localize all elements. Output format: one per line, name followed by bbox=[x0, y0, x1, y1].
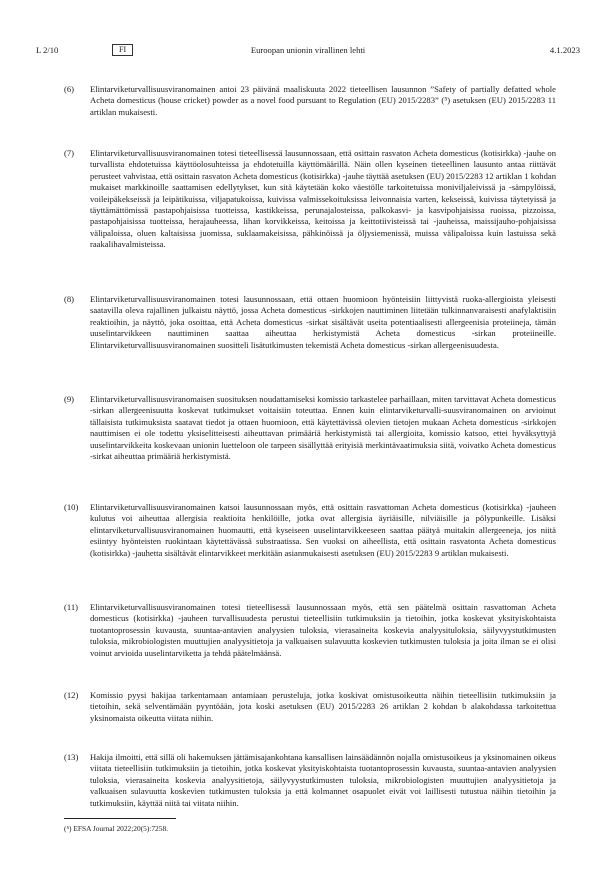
recital-text: Elintarviketurvallisuusviranomainen totesi lausunnossaan, että ottaen huomioon hyönteisiin liittyvistä ruoka-allergioista yleisesti saatavilla oleva rajallinen julkaistu näyttö, jossa Acheta domesticus -sirkkojen nauttiminen liitetään tulkinnanvaraisesti anafylaktisiin reaktioihin, ja näyttö, joka osoittaa, että Acheta domesticus -sirkat sisältävät useita potentiaalisesti allergeenisia proteiineja, tämän uuselintarvikkeen nauttiminen saattaa aiheuttaa herkistymistä Acheta domesticus -sirkan proteiineille. Elintarviketurvallisuusviranomainen suositteli lisätutkimusten tekemistä Acheta domesticus -sirkan allergeenisuudesta. bbox=[90, 294, 556, 350]
page-reference: L 2/10 bbox=[36, 45, 59, 55]
language-code-badge: FI bbox=[112, 44, 133, 56]
recital-number: (11) bbox=[64, 602, 78, 612]
recital-number: (8) bbox=[64, 294, 75, 304]
recital-text: Hakija ilmoitti, että sillä oli hakemuksen jättämisajankohtana kansallisen lainsäädännön nojalla omistusoikeus ja yksinomainen oikeus viitata tieteellisiin tutkimuksiin ja tietoihin, jotka koskevat yksityiskohtaista tuotantoprosessin kuvausta, suuntaa-antavien analyysien tuloksia, vierasaineita koskevia analyysitietoja, säilyvyystutkimusten tuloksia, mikrobiologisten muuttujien analyysitietoja ja valkuaisen sulavuutta koskevien tutkimusten tuloksia ja että kolmannet osapuolet eivät voi laillisesti tutustua näihin tietoihin ja tutkimuksiin, käyttää niitä tai viitata niihin. bbox=[90, 752, 556, 808]
footnote-divider bbox=[64, 818, 176, 819]
journal-title: Euroopan unionin virallinen lehti bbox=[250, 45, 366, 55]
recital-text: Elintarviketurvallisuusviranomainen totesi tieteellisessä lausunnossaan, että osittain rasvaton Acheta domesticus (kotisirkka) -jauhe on turvallista ehdotetuissa käyttöolosuhteissa ja ehdotetuilla käyttömäärillä. Näin ollen kyseinen tieteellinen lausunto antaa riittävät perusteet vahvistaa, että osittain rasvaton Acheta domesticus (kotisirkka) -jauhe täyttää asetuksen (EU) 2015/2283 12 artiklan 1 kohdan mukaiset markkinoille saattamisen edellytykset, kun sitä käytetään koko väestölle tarkoitetuissa moniviljaleivissä ja -sämpylöissä, voileipäkekseissä ja leipätikuissa, viljapatukoissa, kuivissa valmissekoituksissa leivonnaisia varten, kekseissä, kuivissa täytetyissä ja täyttämättömissä pastapohjaisissa tuotteissa, kastikkeissa, perunajalosteissa, palkokasvi- ja kasvipohjaisissa ruoissa, pizzoissa, pastapohjaisissa tuotteissa, herajauheessa, lihan korvikkeissa, keitoissa ja keittotiivisteissä tai -jauheissa, maissijauho-pohjaisissa välipaloissa, oluen kaltaisissa juomissa, suklaamakeisissa, pähkinöissä ja öljysiemenissä, muissa välipaloissa kuin lastuissa sekä raakalihavalmisteissa. bbox=[90, 148, 556, 250]
publication-date: 4.1.2023 bbox=[549, 45, 580, 55]
footnote: (⁵) EFSA Journal 2022;20(5):7258. bbox=[64, 824, 168, 833]
recital-11 bbox=[36, 602, 580, 659]
page-header bbox=[36, 44, 580, 58]
recital-number: (12) bbox=[64, 690, 79, 700]
recital-text: Elintarviketurvallisuusviranomainen antoi 23 päivänä maaliskuuta 2022 tieteellisen lausunnon ”Safety of partially defatted whole Acheta domesticus (house cricket) powder as a novel food pursuant to Regulation (EU) 2015/2283” (⁵) asetuksen (EU) 2015/2283 11 artiklan mukaisesti. bbox=[90, 84, 556, 117]
recital-10 bbox=[36, 502, 580, 559]
recital-8 bbox=[36, 294, 580, 351]
recital-number: (9) bbox=[64, 394, 75, 404]
recital-number: (13) bbox=[64, 752, 79, 762]
recital-text: Elintarviketurvallisuusviranomainen totesi tieteellisessä lausunnossaan myös, että sen päätelmä osittain rasvattoman Acheta domesticus (kotisirkka) -jauheen turvallisuudesta perustui tieteellisiin tutkimuksiin ja tietoihin, jotka koskevat yksityiskohtaista tuotantoprosessin kuvausta, suuntaa-antavien analyysien tuloksia, vierasaineita koskevia analyysituloksia, säilyvyystutkimusten tuloksia, mikrobiologisten muuttujien analyysitietoja ja valkuaisen sulavuutta koskevien tutkimusten tuloksia ja joita ilman se ei olisi voinut arvioida uuselintarviketta ja tehdä päätelmäänsä. bbox=[90, 602, 556, 658]
recital-13 bbox=[36, 752, 580, 809]
recital-6 bbox=[36, 84, 580, 118]
recital-text: Elintarviketurvallisuusviranomaisen suosituksen noudattamiseksi komissio tarkastelee parhaillaan, miten tarvittavat Acheta domesticus -sirkan allergeenisuutta koskevat tutkimukset voitaisiin toteuttaa. Ennen kuin elintarviketurvalli-suusviranomainen on arvioinut tällaisista tutkimuksista saatavat tiedot ja ottaen huomioon, että käytettävissä olevien tietojen mukaan Acheta domesticus -sirkkojen nauttimisen ei ole todettu yksiselitteisesti aiheuttavan primääriä herkistymistä tai allergioita, komissio katsoo, ettei hyväksyttyjä uuselintarvikkeita koskevaan unionin luetteloon ole tarpeen sisällyttää erityisiä merkintävaatimuksia siitä, voivatko Acheta domesticus -sirkat aiheuttaa primääriä herkistymistä. bbox=[90, 394, 556, 462]
recital-7 bbox=[36, 148, 580, 251]
recital-12 bbox=[36, 690, 580, 724]
recital-number: (10) bbox=[64, 502, 79, 512]
recital-number: (7) bbox=[64, 148, 75, 158]
recital-9 bbox=[36, 394, 580, 462]
recital-text: Komissio pyysi hakijaa tarkentamaan antamiaan perusteluja, jotka koskivat omistusoikeutta näihin tieteellisiin tutkimuksiin ja tietoihin, sekä selventämään pyyntöään, jota koski asetuksen (EU) 2015/2283 26 artiklan 2 kohdan b alakohdassa tarkoitettua yksinomaista oikeutta viitata niihin. bbox=[90, 690, 556, 723]
recital-text: Elintarviketurvallisuusviranomainen katsoi lausunnossaan myös, että osittain rasvattoman Acheta domesticus (kotisirkka) -jauheen kulutus voi aiheuttaa allergisia reaktioita henkilöille, jotka ovat allergisia äyriäisille, nilviäisille ja pölypunkeille. Lisäksi elintarviketurvallisuusviranomainen huomautti, että kyseiseen uuselintarvikkeeseen saattaa päätyä muitakin allergeeneja, jos niitä esiintyy hyönteisten ruokintaan käytettävässä substraatissa. Sen vuoksi on aiheellista, että osittain rasvatonta Acheta domesticus (kotisirkka) -jauhetta sisältävät elintarvikkeet merkitään asianmukaisesti asetuksen (EU) 2015/2283 9 artiklan mukaisesti. bbox=[90, 502, 556, 558]
recital-number: (6) bbox=[64, 84, 75, 94]
